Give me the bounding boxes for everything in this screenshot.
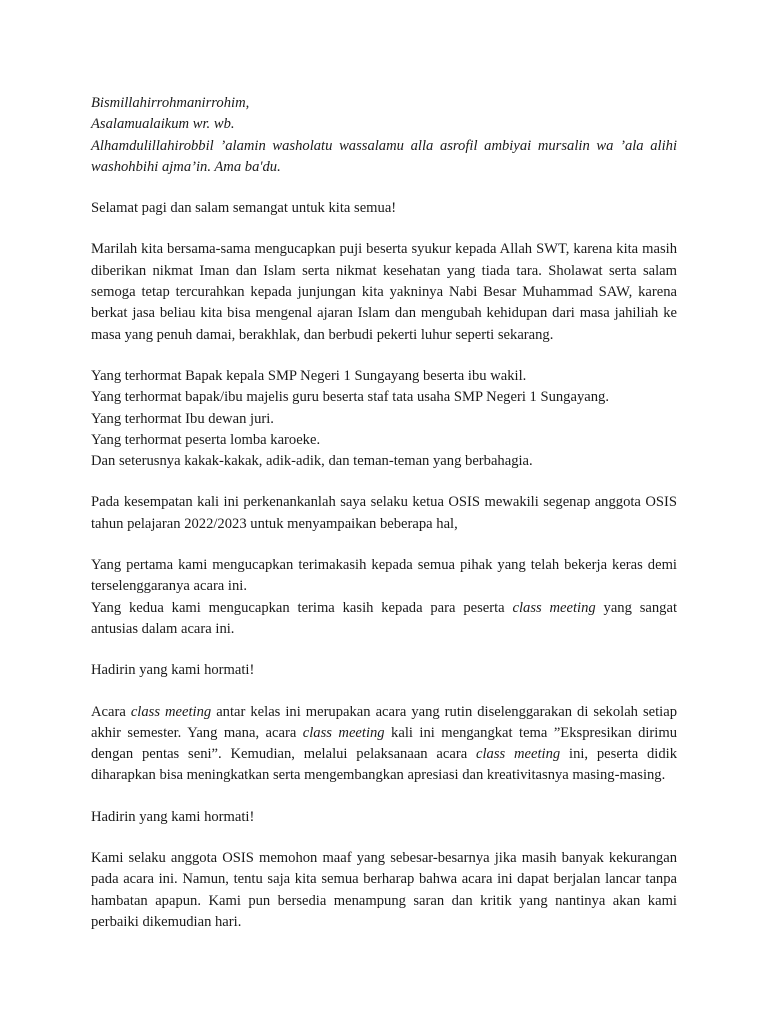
gratitude-paragraph: Marilah kita bersama-sama mengucapkan puji beserta syukur kepada Allah SWT, karena kita masih diberikan nikmat Iman dan Islam serta nikmat kesehatan yang tiada tara. Sholawat serta salam semoga tetap tercurahkan kepada junjungan kita yakninya Nabi Besar Muhammad SAW, karena berkat jasa beliau kita bisa mengenal ajaran Islam dan mengubah kehidupan dari masa jahiliah ke masa yang penuh damai, berakhlak, dan berbudi pekerti luhur seperti sekarang. [91,241,677,343]
thanks-first: Yang pertama kami mengucapkan terimakasih kepada semua pihak yang telah bekerja keras demi terselenggaranya acara ini. [91,557,677,595]
honored-item-principal: Yang terhormat Bapak kepala SMP Negeri 1 Sungayang beserta ibu wakil. [91,367,527,384]
event-paragraph [91,702,677,787]
apology-paragraph: Kami selaku anggota OSIS memohon maaf yang sebesar-besarnya jika masih banyak kekurangan pada acara ini. Namun, tentu saja kita semua berharap bahwa acara ini dapat berjalan lancar tanpa hambatan apapun. Kami pun bersedia menampung saran dan kritik yang nantinya akan kami perbaiki dikemudian hari. [91,850,677,930]
audience-address-1: Hadirin yang kami hormati! [91,662,255,679]
honored-item-jury: Yang terhormat Ibu dewan juri. [91,410,274,427]
honored-guests-list [91,366,677,472]
honored-item-students: Dan seterusnya kakak-kakak, adik-adik, dan teman-teman yang berbahagia. [91,453,533,470]
thanks-paragraph [91,555,677,640]
speech-document [91,93,677,953]
honored-item-teachers: Yang terhormat bapak/ibu majelis guru beserta staf tata usaha SMP Negeri 1 Sungayang. [91,389,609,406]
event-text-1: Acara [91,703,131,720]
event-text-4: ini, peserta didik diharapkan bisa meningkatkan serta mengembangkan apresiasi dan kreativitasnya masing-masing. [91,746,677,784]
opportunity-paragraph: Pada kesempatan kali ini perkenankanlah saya selaku ketua OSIS mewakili segenap anggota OSIS tahun pelajaran 2022/2023 untuk menyampaikan beberapa hal, [91,494,677,532]
audience-address-2: Hadirin yang kami hormati! [91,808,255,825]
event-italic-3: class meeting [476,746,561,763]
thanks-second-italic: class meeting [512,599,596,616]
honored-item-participants: Yang terhormat peserta lomba karoeke. [91,431,321,448]
event-italic-2: class meeting [302,724,385,741]
salam-line: Asalamualaikum wr. wb. [91,116,235,133]
event-text-3: kali ini mengangkat tema ”Ekspresikan dirimu dengan pentas seni”. Kemudian, melalui pelaksanaan acara [91,724,677,763]
event-text-2: antar kelas ini merupakan acara yang rutin diselenggarakan di sekolah setiap akhir semester. Yang mana, acara [91,703,677,741]
basmalah-line: Bismillahirrohmanirrohim, [91,95,250,111]
opening-block [91,93,677,178]
greeting-paragraph: Selamat pagi dan salam semangat untuk kita semua! [91,200,397,217]
thanks-second-start: Yang kedua kami mengucapkan terima kasih kepada para peserta [91,599,513,616]
hamdalah-line: Alhamdulillahirobbil ’alamin washolatu wassalamu alla asrofil ambiyai mursalin wa ’ala alihi washohbihi ajma’in. Ama ba'du. [91,137,677,175]
thanks-second-end: yang sangat antusias dalam acara ini. [91,599,678,637]
event-italic-1: class meeting [130,703,212,720]
